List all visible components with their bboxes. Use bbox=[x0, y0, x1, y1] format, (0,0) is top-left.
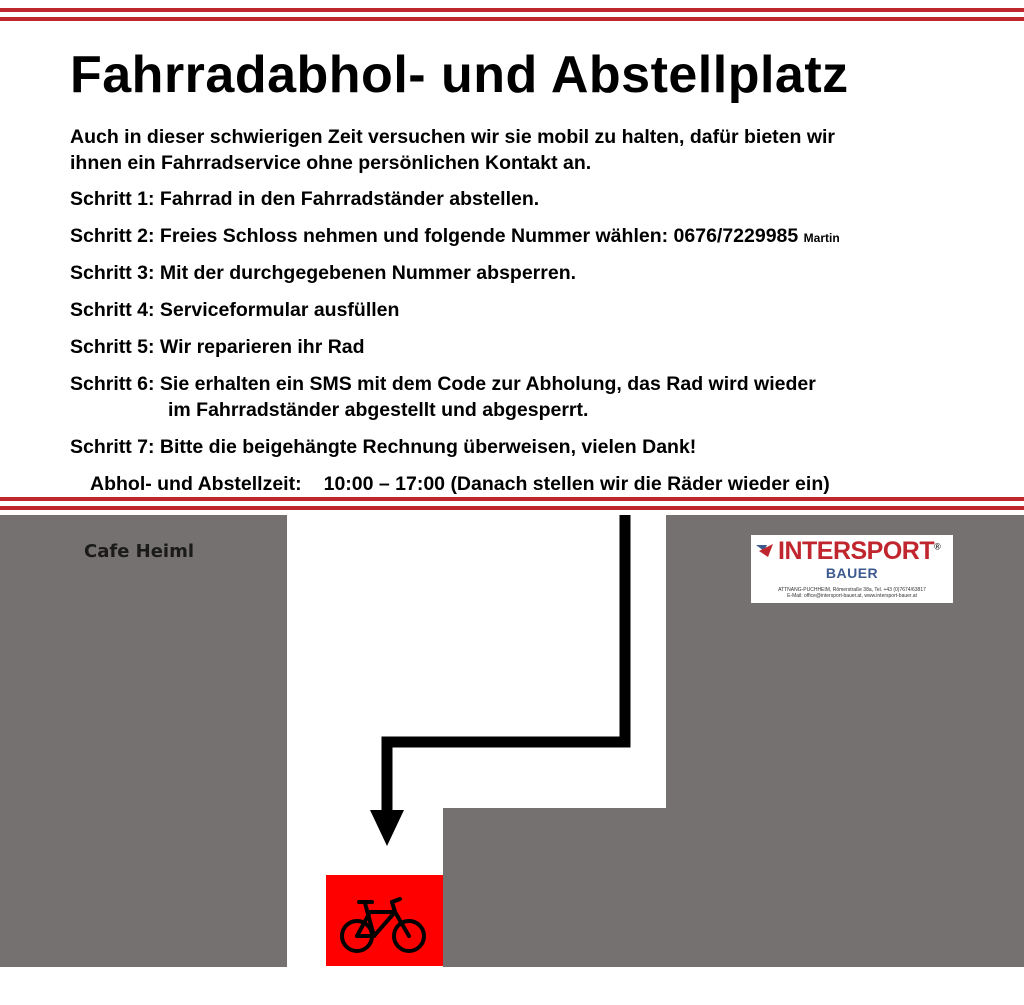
sign-title: Fahrradabhol- und Abstellplatz bbox=[70, 46, 849, 104]
logo-registered-mark: ® bbox=[934, 541, 941, 552]
step-1: Schritt 1: Fahrrad in den Fahrradständer abstellen. bbox=[70, 188, 540, 210]
down-arrow-icon bbox=[370, 810, 404, 846]
logo-address-line-2: E-Mail: office@intersport-bauer.at, www.intersport-bauer.at bbox=[787, 593, 917, 599]
intro-line-2: ihnen ein Fahrradservice ohne persönlichen Kontakt an. bbox=[70, 152, 592, 174]
cafe-label: Cafe Heiml bbox=[84, 541, 195, 562]
logo-address-line-1: ATTNANG-PUCHHEIM, Römerstraße 38a, Tel. +43 (0)7674/63817 bbox=[778, 587, 926, 593]
step-3: Schritt 3: Mit der durchgegebenen Nummer absperren. bbox=[70, 262, 577, 284]
step-7: Schritt 7: Bitte die beigehängte Rechnung überweisen, vielen Dank! bbox=[70, 436, 697, 458]
route-path bbox=[387, 515, 625, 815]
step-2-contact-name: Martin bbox=[803, 231, 840, 245]
step-6-continuation: im Fahrradständer abgestellt und abgesperrt. bbox=[168, 399, 589, 421]
logo-sub: BAUER bbox=[825, 565, 879, 581]
bike-parking-spot bbox=[326, 875, 443, 966]
step-4: Schritt 4: Serviceformular ausfüllen bbox=[70, 299, 400, 321]
step-5: Schritt 5: Wir reparieren ihr Rad bbox=[70, 336, 365, 358]
logo-brand-text: INTERSPORT bbox=[778, 537, 935, 565]
hours-label: Abhol- und Abstellzeit: bbox=[90, 473, 302, 495]
hours-value: 10:00 – 17:00 (Danach stellen wir die Räder wieder ein) bbox=[323, 473, 830, 495]
bicycle-icon bbox=[326, 875, 443, 966]
step-2-text: Schritt 2: Freies Schloss nehmen und folgende Nummer wählen: 0676/7229985 bbox=[70, 225, 799, 247]
intro-line-1: Auch in dieser schwierigen Zeit versuchen wir sie mobil zu halten, dafür bieten wir bbox=[70, 126, 836, 148]
step-6: Schritt 6: Sie erhalten ein SMS mit dem Code zur Abholung, das Rad wird wieder bbox=[70, 373, 816, 395]
